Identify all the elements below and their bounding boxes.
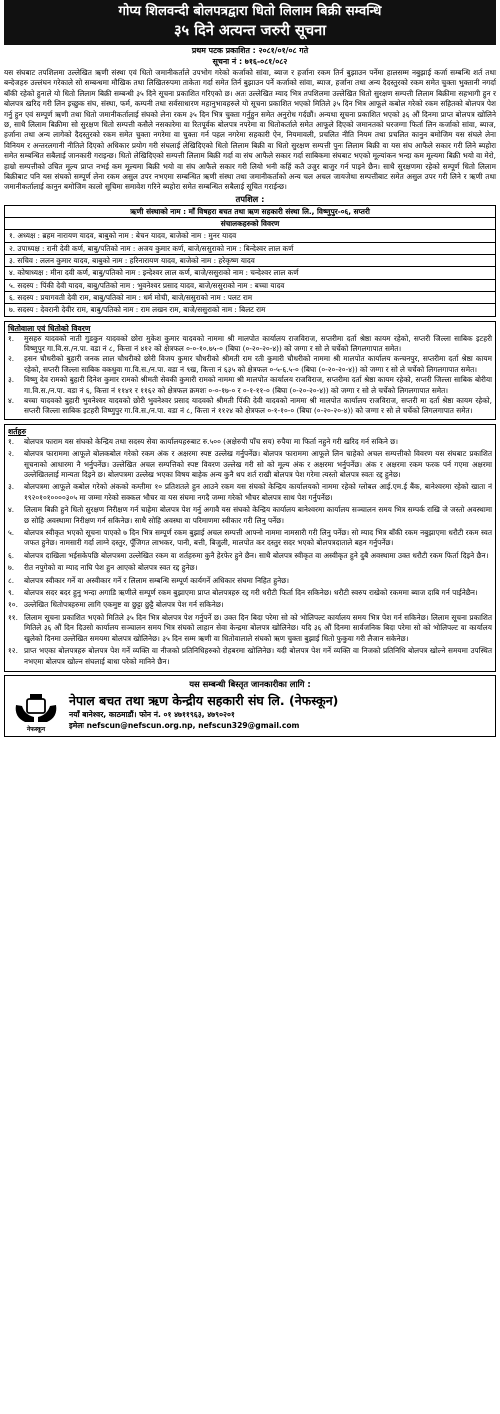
official-entry: ३. सचिव : ललन कुमार यादव, बाबुको नाम : हरिनारायण यादव, बाजेको नाम : हरेकृष्ण यादव — [5, 255, 496, 267]
condition-item-number: १. — [8, 436, 15, 446]
condition-item — [8, 551, 492, 561]
condition-item — [8, 449, 492, 480]
collateral-item-text: विष्णु देव रामको बुहारी दिनेश कुमार रामको श्रीमती सेवकी कुमारी रामको नाममा श्री मालपोत कार्यालय राजविराज, सप्तरीमा दर्ता श्रेष्ठा कायम रहेको, सप्तरी जिल्ला साबिक बोरीया गा.वि.स./न.पा. वडा नं ६, कित्ता नं ११४१ र ११६२ को क्षेत्रफल क्रमशः ०-०-१७-० र ०-१-११-० (बिघा (०-२०-२०-४)) को जग्गा र सो ले चर्चेको लिगलगापात समेत। — [24, 375, 492, 395]
condition-item-text: बोलपत्र फाराममा आफूले बोलकबोल गरेको रकम अंक र अक्षरमा स्पष्ट उल्लेख गर्नुपर्नेछ। बोलपत्र फाराममा आफूले लिन चाहेको अचल सम्पत्तीको विवरण यस संघबाट प्रकाशित सूचनाको आधारमा नै भर्नुपर्नेछ। उल्लेखित अचल सम्पत्तिको स्पष्ट विवरण उल्लेख गरी सो को मूल्य अंक र अक्षरमा भर्नुपर्नेछ। अंक र अक्षरमा रकम फरक पर्न गएमा अक्षरमा उल्लेखितलाई मान्यता दिइने छ। बोलपत्रमा उल्लेख भएका विषय बाहेक अन्य कुनै थप शर्त राखी बोलपत्र पेश गरेमा त्यस्तो बोलपत्र स्वतः रद्द हुनेछ। — [24, 449, 492, 480]
officials-title: संचालकहरुको विवरण — [5, 218, 496, 230]
borrower-name: ऋणी संस्थाको नाम : माँ विषहरा बचत तथा ऋण सहकारी संस्था लि., विष्णुपुर-०६, सप्तरी — [5, 205, 496, 217]
condition-item-number: ९. — [8, 588, 15, 598]
borrower-officials-table — [4, 205, 496, 317]
cupped-hands-logo-icon — [13, 690, 59, 726]
official-row — [5, 304, 496, 316]
official-entry: १. अध्यक्ष : ब्रहम नारायण यादव, बाबुको नाम : बेचन यादव, बाजेको नाम : मुनर यादव — [5, 230, 496, 242]
collateral-section — [4, 321, 496, 420]
condition-item — [8, 600, 492, 610]
condition-item — [8, 528, 492, 549]
condition-item — [8, 646, 492, 667]
org-info — [63, 692, 491, 731]
tapashil-label: तपशिल : — [235, 193, 265, 204]
condition-item — [8, 505, 492, 526]
condition-item-text: उल्लेखित धितोपत्रहरुमा लागि एकमुष्ट वा छुट्टा छुट्टै बोलपत्र पेश गर्न सकिनेछ। — [24, 600, 224, 610]
condition-item-text: लिलाम सूचना प्रकाशित भएको मितिले ३५ दिन भित्र बोलपत्र पेश गर्नुपर्ने छ। उक्त दिन बिदा परेमा सो को भोलिपल्ट कार्यालय समय भित्र पेश गर्न सकिनेछ। लिलाम सूचना प्रकाशित मितिले ३६ औं दिन दिउसो कार्यालय सञ्चालन समय भित्र संघको लाहान सेवा केन्द्रमा बोलपत्र खोलिनेछ। यदि ३६ औं दिनमा सार्वजनिक बिदा परेमा सो को भोलिपल्ट वा कार्यालय खुलेको दिनमा उल्लेखित समयमा बोलपत्र खोलिनेछ। ३५ दिन सम्म ऋणी वा धितोवालाले संघको ऋण चुक्ता बुझाई धितो फुकुवा गरी लैजान सकेनेछ। — [24, 612, 492, 643]
official-entry: ४. कोषाध्यक्ष : मीना दवी कर्ण, बाबु/पतिको नाम : इन्देश्वर लाल कर्ण, बाजे/ससुराको नाम : चन्देश्वर लाल कर्ण — [5, 267, 496, 279]
conditions-title: शर्तहरु — [8, 426, 27, 436]
official-row — [5, 267, 496, 279]
condition-item — [8, 576, 492, 586]
publication-date: प्रथम पटक प्रकाशित : २०८१/०१/०८ गते — [191, 46, 309, 55]
official-row — [5, 279, 496, 291]
collateral-list — [8, 334, 492, 417]
condition-item-text: बोलपत्रमा आफूले कबोल गरेको अंकको कम्तीमा १० प्रतिशतले हुन आउने रकम यस संघको केन्द्रिय कार्यालयको नाममा रहेको ग्लोबल आई.एम.ई बैंक, बानेश्वरमा रहेको खाता नं १९२०१०१००००३०५ मा जम्मा गरेको सक्कल भौचर वा यस संघमा नगदै जम्मा गरेको भौचर बोलपत्र साथ पेश गर्नुपर्नेछ। — [24, 482, 492, 502]
collateral-item-number: १. — [8, 333, 15, 343]
collateral-item-number: २. — [8, 354, 15, 364]
collateral-item — [8, 396, 492, 417]
condition-item-number: ८. — [8, 575, 15, 585]
officials-title-row — [5, 218, 496, 230]
collateral-item — [8, 334, 492, 355]
official-row — [5, 230, 496, 242]
notice-subtitle: ३५ दिने अत्यन्त जरुरी सूचना — [173, 22, 327, 39]
condition-item-text: प्राप्त भएका बोलपत्रहरु बोलपत्र पेश गर्ने व्यक्ति वा नीजको प्रतिनिधिहरुको रोहबरमा खोलिनेछ। यदी बोलपत्र पेश गर्ने व्यक्ति वा निजको प्रतिनिधि बोलपत्र खोल्ने समयमा उपस्थित नभएमा बोलपत्र खोल्न संघलाई बाधा परेको मानिने छैन। — [24, 646, 492, 666]
collateral-title: धितोवाला एवं धितोको विवरण — [8, 323, 91, 333]
conditions-list — [8, 437, 492, 667]
logo-caption: नेफस्कून — [26, 725, 46, 733]
condition-item — [8, 588, 492, 598]
org-row — [9, 690, 491, 734]
collateral-item-text: हसन चौधरीको बुहारी जनक लाल चौधरीको छोरी विजय कुमार चौधरीको श्रीमती राम रती कुमारी चौधरीको नाममा श्री मालपोत कार्यालय कन्चनपुर, सप्तरीमा दर्ता श्रेष्ठा कायम रहेको, सप्तरी जिल्ला साबिक वकधुवा गा.वि.स./न.पा. वडा नं ९ख, कित्ता नं ६३५ को क्षेत्रफल ०-५-६.५-० (बिघा (०-२०-२०-४)) को जग्गा र सो ले चर्चेको लिगलगापात समेत। — [24, 354, 492, 374]
official-row — [5, 242, 496, 254]
condition-item-text: लिलाम बिक्री हुने धितो सुरक्षण निरीक्षण गर्न चाहेमा बोलपत्र पेश गर्नु अगावै यस संघको केन्द्रिय कार्यालय बानेश्वरमा कार्यालय सञ्चालन समय भित्र सम्पर्क राखि जे जस्तो अवस्थामा छ सोहि अवस्थामा निरीक्षण गर्न सकिनेछ। साथै सोहि अवस्था वा परिमाणमा स्वीकार गरी लिनु पर्नेछ। — [24, 505, 492, 525]
notice-title: गोप्य शिलवन्दी बोलपत्रद्वारा धितो लिलाम बिक्री सम्वन्धि — [118, 4, 382, 19]
official-row — [5, 291, 496, 303]
condition-item-number: ३. — [8, 482, 15, 492]
official-entry: ५. सदस्य : पिंकी देवी यादव, बाबु/पतिको नाम : भुवनेश्वर प्रसाद यादव, बाजे/ससुराको नाम : बच्चा यादव — [5, 279, 496, 291]
condition-item — [8, 437, 492, 447]
contact-footer — [4, 675, 496, 737]
condition-item — [8, 563, 492, 573]
condition-item-number: ६. — [8, 550, 15, 560]
official-entry: ६. सदस्य : प्रयागवती देवी राम, बाबु/पतिको नाम : धर्म मोची, बाजे/ससुराको नाम : पलट राम — [5, 291, 496, 303]
org-email: इमेलः nefscun@nefscun.org.np, nefscun329@gmail.com — [69, 721, 300, 731]
collateral-item — [8, 354, 492, 375]
collateral-item-text: बच्चा यादवको बुहारी भुवनेश्वर यादवको छोरी भुवनेश्वर प्रसाद यादवको श्रीमती पिंकी देवी यादवको नाममा श्री मालपोत कार्यालय राजविराज, सप्तरी मा दर्ता श्रेष्ठा कायम रहेको, सप्तरी जिल्ला साबिक इटहरी विष्णुपुर गा.वि.स./न.पा. वडा नं ८, कित्ता नं ११२४ को क्षेत्रफल ०-१-१०-० (बिघा (०-२०-२०-४)) को जग्गा र सो ले चर्चेको लिगलगापात समेत। — [24, 395, 492, 416]
condition-item-number: १०. — [8, 600, 18, 610]
info-title: यस सम्बन्धी बिस्तृत जानकारीका लागि : — [189, 678, 311, 689]
org-address: नयाँ बानेश्वर, काठमाडौं। फोन नं. ०१ ४७११९६३, ४७९०२०१ — [69, 710, 235, 720]
condition-item-number: २. — [8, 449, 15, 459]
org-name: नेपाल बचत तथा ऋण केन्द्रीय सहकारी संघ लि. (नेफस्कून) — [69, 693, 339, 709]
collateral-item-number: ४. — [8, 395, 15, 405]
notice-header — [4, 0, 496, 45]
condition-item-number: १२. — [8, 646, 18, 656]
official-entry: २. उपाध्यक्ष : रानी देवी कर्ण, बाबु/पतिको नाम : अजय कुमार कर्ण, बाजे/ससुराको नाम : बिन्देश्वर लाल कर्ण — [5, 242, 496, 254]
collateral-item — [8, 375, 492, 396]
borrower-row — [5, 205, 496, 217]
condition-item-number: ४. — [8, 505, 15, 515]
condition-item-text: बोलपत्र स्वीकार गर्ने वा अस्वीकार गर्ने र लिलाम सम्बन्धि सम्पूर्ण कार्यगर्ने अधिकार संघमा निहित हुनेछ। — [24, 575, 290, 585]
nefscun-logo — [9, 690, 63, 734]
condition-item — [8, 613, 492, 644]
notice-number: सूचना नं : ७१६-०८१/०८२ — [212, 57, 288, 66]
intro-paragraph: यस संघबाट तपशिलमा उल्लेखित ऋणी संस्था एवं धितो जमानीकर्ताले उपभोग गरेको कर्जाको सांवा, ब्याज र हर्जाना रकम तिर्न बुझाउन पर्नेमा हालसम्म नबुझाई कर्जा सम्बन्धि शर्त तथा बन्देजहरु उल्लंघन गरेकाले सो सम्बन्धमा मौखिक तथा लिखितरुपमा ताकेता गर्दा समेत तिर्न बुझाउन पर्ने कर्जाको सांवा, ब्याज, हर्जाना तथा अन्य दैदस्तुरको रकम समेत चुक्ता भुक्तानी नगर्दा बाँकी रहेको हुनाले यो धितो लिलाम बिक्री सम्बन्धी ३५ दिने सूचना प्रकाशित गरिएको छ। अतः उल्लेखित म्याद भित्र तपशिलमा उल्लेखित धितो सुरक्षण सम्पत्ती लिलाम बिक्रीमा सहभागी हुन र बोलपत्र खरिद गरी लिन इच्छुक संघ, संस्था, फर्म, कम्पनी तथा सर्वसाधारण महानुभावहरुले यो सूचना प्रकाशित भएको मितिले ३५ दिन भित्र आफूले कबोल गरेको रकम सहितको बोलपत्र पेश गर्नु हुन एवं सम्पूर्ण ऋणी तथा धितो जमानीकर्तालाई संघको लेना रकम ३५ दिन भित्र चुक्ता गर्नुहुन समेत अनुरोध गर्दछौं। अन्यथा सूचना प्रकाशित भएको ३६ औं दिनमा प्राप्त बोलपत्र खोलिने छ, साथै लिलाम बिक्रीमा सो सुरक्षण धितो सम्पत्ती कसैले नसकारेमा वा रितपूर्वक बोलपत्र नपरेमा वा धितोकर्ताले समेत आफूले दिएको जमानतको घरजग्गा फिर्ता लिन कर्जाको सांवा, ब्याज, हर्जाना तथा अन्य लागेको दैदस्तुरको रकम समेत चुक्ता नगरेमा वा चुक्ता गर्न पहल नगरेमा सहकारी ऐन, नियमावली, प्रचलित नीति नियम तथा प्रचलित कानुन बमोजिम यस संघले लेना विनियम र अन्तरलगानी नीतिले दिएको अधिकार प्रयोग गरी संघलाई लेखिदिएको धितो लिलाम बिक्री वा धितो सुरक्षण सम्पत्ती पुनः लिलाम बिक्री वा यस संघ आफैले सकार गरी लिने ब्यहोरा समेत सम्बन्धित सबैलाई जानकारी गराइन्छ। धितो लेखिदिएको सम्पत्ती लिलाम बिक्री गर्दा वा संघ आफैले सकार गर्दा साबिकमा संघबाट भएको मूल्यांकन भन्दा कम मूल्यमा बिक्री भयो वा मेरो, हाम्रो सम्पत्तीको उचित मूल्य प्राप्त नभई कम मूल्यमा बिक्री भयो वा संघ आफैले सकार गरी लियो भनी कहिं कतै उजुर बाजुर गर्न पाइने छैन। साथै सुरक्षणमा रहेको सम्पूर्ण धितो लिलाम बिक्रीबाट पनि यस संघको सम्पूर्ण लेना रकम असुल उपर नभएमा सम्बन्धित ऋणी संस्था तथा जमानीकर्ताको अन्य चल अचल जायजेथा सम्पत्तीबाट समेत असुल उपर गरी लिने र ऋणी तथा जमानीकर्तालाई कानुन बमोजिम कालो सूचिमा समावेश गरिने ब्यहोरा समेत सम्बन्धित सबैलाई सूचित गराईन्छ। — [4, 68, 496, 192]
condition-item-text: बोलपत्र फाराम यस संघको केन्द्रिय तथा सदस्य सेवा कार्यालयहरुबाट रु.५०० (अक्षेरुपी पाँच सय) रुपैया मा फिर्ता नहुने गरी खरिद गर्न सकिने छ। — [24, 436, 399, 446]
conditions-section — [4, 424, 496, 672]
official-row — [5, 255, 496, 267]
condition-item-text: बोलपत्र स्वीकृत भएको सूचना पाएको ७ दिन भित्र सम्पूर्ण रकम बुझाई अचल सम्पत्ती आफ्नो नाममा नामसारी गरी लिनु पर्नेछ। सो म्याद भित्र बाँकी रकम नबुझाएमा धरौटी रकम स्वत जफत हुनेछ। नामसारी गर्दा लाग्ने दस्तुर, पूँजिगत लाभकर, पानी, बत्ती, बिजुली, मालपोत कर दस्तुर सदर भएको बोलपत्रदाताले बहन गर्नुपर्नेछ। — [24, 528, 492, 548]
condition-item-text: रीत नपुगेको वा म्याद नाघि पेश हुन आएको बोलपत्र स्वत रद्द हुनेछ। — [24, 563, 198, 573]
condition-item-number: ७. — [8, 563, 15, 573]
condition-item-number: ५. — [8, 528, 15, 538]
official-entry: ७. सदस्य : देवरानी देवीर राम, बाबु/पतिको नाम : राम लखन राम, बाजे/ससुराको नाम : बिलट राम — [5, 304, 496, 316]
condition-item-text: बोलपत्र सदर बदर हुनु भन्दा अगाडि ऋणीले सम्पूर्ण रकम बुझाएमा प्राप्त बोलपत्रहरु रद्द गरी धरौटी फिर्ता दिन सकिनेछ। धरौटी स्वरुप राखेको रकममा ब्याज दाबि गर्न पाईनेछैन। — [24, 588, 478, 598]
condition-item-number: ११. — [8, 612, 18, 622]
collateral-item-number: ३. — [8, 375, 15, 385]
condition-item-text: बोलपत्र दाखिला भईसकेपछि बोलपत्रमा उल्लेखित रकम वा शर्तहरुमा कुनै हेरफेर हुने छैन। साथै बोलपत्र स्वीकृत वा अस्वीकृत हुने दुबै अवस्थामा उक्त धरौटी रकम फिर्ता दिइने छैन। — [24, 550, 489, 560]
collateral-item-text: मुसहरु यादवको नाती गुडकुन यादवको छोरा मुकेश कुमार यादवको नाममा श्री मालपोत कार्यालय राजविराज, सप्तरीमा दर्ता श्रेष्ठा कायम रहेको, सप्तरी जिल्ला साबिक इटहरी विष्णुपुर गा.वि.स./न.पा. वडा नं ८, कित्ता नं ४१२ को क्षेत्रफल ०-०-१०.७५-० (बिघा (०-२०-२०-४)) को जग्गा र सो ले चर्चेको लिगलगापात समेत। — [24, 333, 492, 353]
condition-item — [8, 482, 492, 503]
